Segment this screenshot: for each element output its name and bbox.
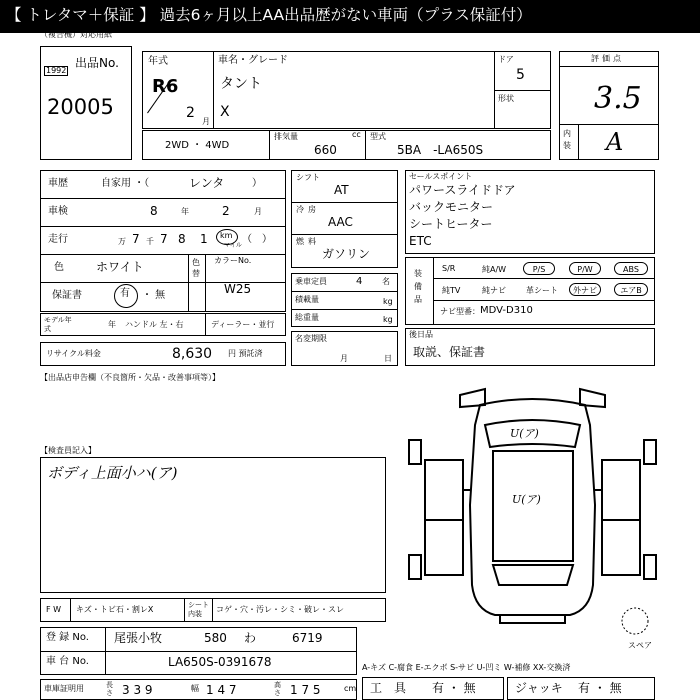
weight-label: 総重量 [295,313,319,322]
weight-unit: kg [383,315,393,324]
score-value: 3.5 [594,81,642,116]
jack-value: 有 ・ 無 [578,681,622,695]
mileage-d2: 7 [160,232,168,246]
model-grade: X [220,104,230,120]
type-value: 5BA -LA650S [397,143,484,157]
ac-divider [291,234,398,235]
warranty-no: ・ 無 [142,290,166,301]
notes-value: 取説、保証書 [413,345,486,359]
sales-point-3: シートヒーター [409,217,493,231]
ac-label: 冷房 [296,205,320,214]
history-options: 自家用 ・（ [101,178,150,189]
displacement-value: 660 [314,143,337,157]
warranty-label: 保証書 [52,290,82,301]
displacement-label: 排気量 [274,132,298,141]
recycle-unit: 円 預託済 [228,349,263,358]
navi-value: MDV-D310 [480,305,533,316]
fw-label: F W [46,605,62,614]
equip-leather: 革シート [526,286,558,295]
sales-point-2: バックモニター [409,200,494,214]
recycle-value: 8,630 [172,346,213,362]
mileage-km: km [220,231,233,240]
header-note: （複合機）対応用紙 [40,30,112,39]
type-label: 型式 [370,132,386,141]
equip-airbag: エアB [614,283,648,296]
inspector-label: 【検査員記入】 [40,446,96,455]
cert-length-label: 長さ [106,681,113,697]
equip-sr: S/R [442,264,456,273]
reg-expiry-unit: 月 [340,354,348,363]
shift-label: シフト [296,173,320,182]
tools-value: 有 ・ 無 [432,681,476,695]
mileage-label: 走行 [48,234,68,245]
jack-label: ジャッキ [515,681,563,695]
row-line-1 [40,198,286,199]
equip-ps: P/S [523,262,555,275]
recycle-label: リサイクル料金 [46,349,101,358]
inspection-month: 2 [222,204,230,218]
year-era: R6 [152,76,179,97]
mileage-unit-sen: 千 [146,237,154,246]
fuel-label: 燃料 [296,237,320,246]
capacity-unit: 名 [382,277,390,286]
equip-pw: P/W [569,262,601,275]
spare-label: スペア [628,641,652,650]
registration-label: 登 録 No. [46,632,89,643]
mileage-bracket: （ ） [242,234,272,245]
model-year-handle: ハンドル 左・右 [125,320,184,329]
equipment-row-divider [433,278,655,279]
load-divider [291,309,398,310]
cert-height-label: 高さ [274,681,281,697]
chassis-value: LA650S-0391678 [168,655,272,669]
score-label: 評価点 [591,54,624,63]
fw-divider-2 [184,598,185,622]
color-change-divider [205,254,206,312]
history-value: レンタ [189,176,225,190]
color-value: ホワイト [96,260,144,274]
equip-ext-navi: 外ナビ [569,283,601,296]
fw-items: キズ・トビ石・割レX [76,605,154,614]
type-divider [365,130,366,160]
diagram-mark-center: U(ア) [512,493,541,506]
reg-expiry-label: 名変期限 [295,334,327,343]
fw-divider-1 [70,598,71,622]
year-label: 年式 [148,56,168,67]
capacity-label: 乗車定員 [295,277,327,286]
shift-value: AT [334,183,349,197]
seat-label: シート内装 [188,601,209,618]
cert-label: 車庫証明用 [44,684,84,693]
chassis-label: 車 台 No. [46,656,89,667]
inspection-month-unit: 月 [254,207,262,216]
load-unit: kg [383,297,393,306]
spare-icon [620,606,650,636]
cert-unit: cm [344,684,357,693]
inspection-label: 車検 [48,206,68,217]
model-year-label: モデル年式 [44,316,72,333]
year-month: 2 [186,105,195,121]
shift-divider [291,202,398,203]
interior-label: 内装 [563,129,571,150]
doors-value: 5 [516,67,525,83]
registration-kana: わ [244,631,257,645]
color-label: 色 [54,262,64,273]
drive-divider [269,130,270,160]
registration-label-divider [105,627,106,675]
equipment-navi-divider [433,300,655,301]
inspector-note: ボディ上面小ハ(ア) [47,464,178,482]
lot-number: 20005 [47,95,114,119]
year-month-unit: 月 [202,117,210,126]
tools-label: 工 具 [370,681,407,695]
interior-value: A [606,128,624,156]
model-year-divider [205,313,206,336]
navi-label: ナビ型番： [440,307,480,316]
sales-point-4: ETC [409,234,432,248]
registration-place: 尾張小牧 [114,631,163,645]
sales-point-1: パワースライドドア [409,183,516,197]
fw-divider-3 [212,598,213,622]
history-close: ） [252,178,262,189]
capacity-divider [291,291,398,292]
registration-divider [40,651,357,652]
interior-label-divider [578,124,579,160]
registration-class: 580 [204,631,227,645]
doors-label: ドア [498,55,514,64]
equip-awheel: 純A/W [482,265,507,274]
cert-width-label: 幅 [191,684,199,693]
shape-label: 形状 [498,94,514,103]
warranty-yes: 有 [120,288,130,299]
cert-width: 1 4 7 [206,683,237,697]
color-change-label: 色替 [192,258,200,278]
mileage-d3: 8 [178,232,186,246]
sales-points-label: セールスポイント [409,172,473,181]
capacity-value: 4 [356,276,363,287]
equip-navi: 純ナビ [482,286,506,295]
ac-value: AAC [328,215,353,229]
row-line-2 [40,226,286,227]
damage-legend: A-キズ C-腐食 E-エクボ S-サビ U-凹ミ W-補修 XX-交換済 [362,663,571,672]
cert-height: 1 7 5 [290,683,321,697]
lot-label: 出品No. [75,56,119,70]
registration-number: 6719 [292,631,323,645]
mileage-unit-man: 万 [118,237,126,246]
diagram-mark-front: U(ア) [510,427,539,440]
load-label: 積載量 [295,295,319,304]
model-year-unit: 年 [108,320,116,329]
inspection-year-unit: 年 [181,207,189,216]
equipment-label: 装備品 [414,269,422,304]
cert-length: 3 3 9 [122,683,153,697]
inspection-year: 8 [150,204,158,218]
color-code: W25 [224,282,252,296]
mileage-d1: 7 [132,232,140,246]
row-line-3 [40,254,286,255]
banner-title: 【 トレタマ＋保証 】 過去6ヶ月以上AA出品歴がない車両（プラス保証付） [6,6,532,24]
color-divider [188,254,189,312]
displacement-unit: cc [352,130,361,139]
model-name: タント [220,76,262,92]
reg-expiry-day-unit: 日 [384,354,392,363]
mileage-d4: 1 [200,232,208,246]
history-label: 車歴 [48,178,68,189]
door-shape-divider [494,90,551,91]
fuel-value: ガソリン [322,247,371,261]
interior-divider [559,124,659,125]
equip-tv: 純TV [442,286,461,295]
color-code-label: カラーNo. [214,256,252,265]
seller-report-label: 【出品店申告欄（不良箇所・欠品・改善事項等）】 [40,373,220,382]
model-label: 車名・グレード [218,55,288,66]
drive-value: 2WD ・ 4WD [165,140,230,151]
seat-items: コゲ・穴・汚レ・シミ・破レ・スレ [216,605,344,614]
lot-stamp: 1992 [46,66,67,75]
model-year-dealer: ディーラー・並行 [211,320,275,329]
equip-abs: ABS [614,262,648,275]
score-divider [559,66,659,67]
mileage-mile: マイル [224,242,242,249]
notes-label: 後日品 [409,330,433,339]
